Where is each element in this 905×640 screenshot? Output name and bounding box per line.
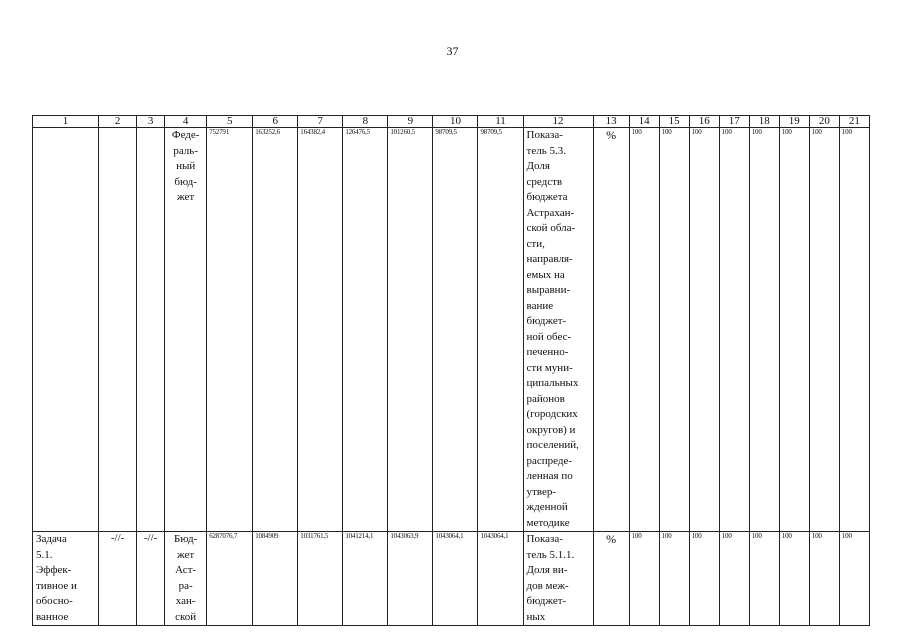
target-value-cell: 100 [779,532,809,626]
col-header-18: 18 [749,116,779,128]
target-value-cell: 100 [839,532,869,626]
col-header-4: 4 [165,116,207,128]
target-value-cell: 100 [629,532,659,626]
page-number: 37 [446,44,459,58]
unit-cell: % [593,532,629,626]
amount-cell: 1043064,1 [478,532,523,626]
col-header-16: 16 [689,116,719,128]
indicator-description-cell: Показа- тель 5.1.1. Доля ви- дов меж- бюджет- ных [523,532,593,626]
task-cell: Задача 5.1. Эффек- тивное и обосно- ванное [33,532,99,626]
target-value-cell: 100 [629,128,659,532]
indicators-table [32,115,870,626]
target-value-cell: 100 [779,128,809,532]
col-header-3: 3 [137,116,165,128]
col-header-20: 20 [809,116,839,128]
col-header-17: 17 [719,116,749,128]
amount-cell: 163252,6 [253,128,298,532]
target-value-cell: 100 [719,532,749,626]
amount-total-cell: 752791 [207,128,253,532]
target-value-cell: 100 [659,128,689,532]
amount-cell: 126476,5 [343,128,388,532]
col-header-5: 5 [207,116,253,128]
unit-cell: % [593,128,629,532]
amount-cell: 101260,5 [388,128,433,532]
amount-cell: 1084909 [253,532,298,626]
cell-col2 [99,128,137,532]
col-header-8: 8 [343,116,388,128]
amount-cell: 98709,5 [433,128,478,532]
amount-cell: 1043064,1 [433,532,478,626]
task-cell [33,128,99,532]
amount-cell: 1043063,9 [388,532,433,626]
target-value-cell: 100 [689,128,719,532]
target-value-cell: 100 [749,128,779,532]
amount-cell: 164382,4 [298,128,343,532]
target-value-cell: 100 [809,532,839,626]
funding-source-cell: Феде- раль- ный бюд- жет [165,128,207,532]
amount-cell: 98709,5 [478,128,523,532]
col-header-15: 15 [659,116,689,128]
cell-col3 [137,128,165,532]
column-number-row [33,116,870,128]
target-value-cell: 100 [749,532,779,626]
col-header-2: 2 [99,116,137,128]
target-value-cell: 100 [659,532,689,626]
table-row [33,532,870,626]
cell-col3: -//- [137,532,165,626]
target-value-cell: 100 [719,128,749,532]
col-header-1: 1 [33,116,99,128]
table-row [33,128,870,532]
col-header-11: 11 [478,116,523,128]
amount-total-cell: 6287076,7 [207,532,253,626]
col-header-13: 13 [593,116,629,128]
col-header-9: 9 [388,116,433,128]
col-header-12: 12 [523,116,593,128]
cell-col2: -//- [99,532,137,626]
target-value-cell: 100 [689,532,719,626]
amount-cell: 1031761,5 [298,532,343,626]
funding-source-cell: Бюд- жет Аст- ра- хан- ской [165,532,207,626]
amount-cell: 1041214,1 [343,532,388,626]
indicator-description-cell: Показа- тель 5.3. Доля средств бюджета Астрахан- ской обла- сти, направля- емых на выравни- вание бюджет- ной обес- печенно- сти муни- ципальных районов (городских округов) и поселений, распреде- ленная по утвер- жденной методике [523,128,593,532]
target-value-cell: 100 [809,128,839,532]
col-header-6: 6 [253,116,298,128]
col-header-19: 19 [779,116,809,128]
col-header-10: 10 [433,116,478,128]
col-header-7: 7 [298,116,343,128]
col-header-21: 21 [839,116,869,128]
col-header-14: 14 [629,116,659,128]
target-value-cell: 100 [839,128,869,532]
